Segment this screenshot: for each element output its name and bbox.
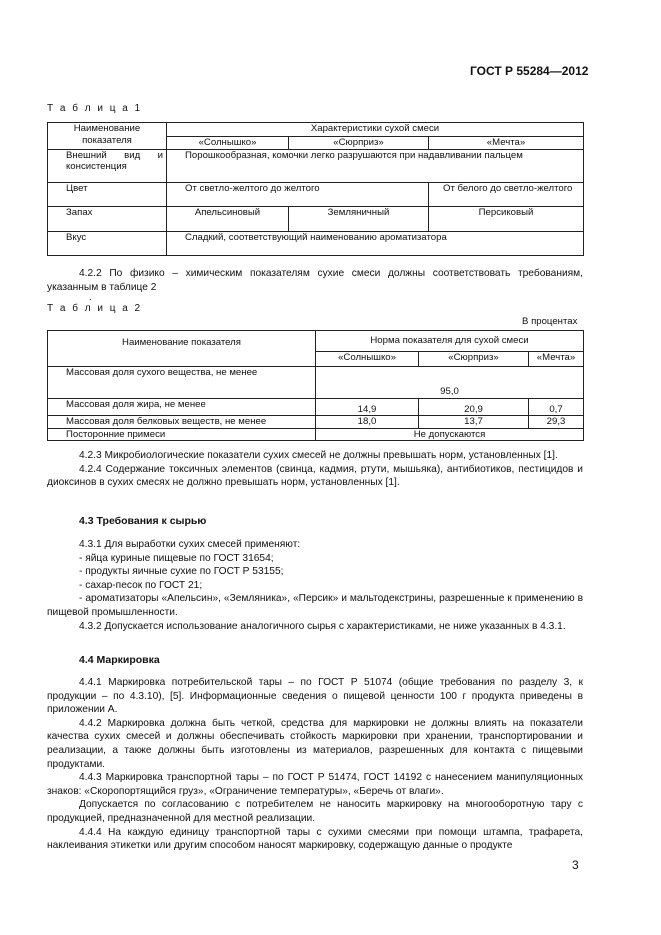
paragraph-4-2-3 [47,449,583,490]
table2-col-header: Наименование показателя [48,331,316,367]
table1-row-name: Цвет [48,182,167,206]
table1-group-header: Характеристики сухой смеси [167,123,584,137]
paragraph-4-2-2 [47,267,583,294]
table2-cell: 29,3 [529,416,584,429]
table1-product-1: «Солнышко» [167,137,289,150]
paragraph-text: Допускается по согласованию с потребителем не наносить маркировку на многооборотную тару с продукцией, предназначенной для местной реализации. [47,799,583,824]
table2-row-name: Массовая доля белковых веществ, не менее [48,416,316,429]
table1-product-2: «Сюрприз» [289,137,429,150]
table2-merged-value: 95,0 [316,367,584,399]
table1-caption: Т а б л и ц а 1 [47,103,143,114]
table1-cell: Земляничный [289,206,429,231]
table2-cell: 13,7 [419,416,529,429]
table2-product-2: «Сюрприз» [419,352,529,367]
table2 [47,330,584,441]
table1-cell: Апельсиновый [167,206,289,231]
paragraph-text: 4.4.3 Маркировка транспортной тары – по ГОСТ Р 51474, ГОСТ 14192 с нанесением манипуляционных знаков: «Скоропортящийся груз», «Ограничение температуры», «Беречь от влаги». [47,772,583,797]
table2-row-name: Массовая доля жира, не менее [48,399,316,416]
list-item: - ароматизаторы «Апельсин», «Земляника», «Персик» и мальтодекстрины, разрешенные к применению в пищевой промышленности. [47,593,583,618]
table2-merged-value: Не допускаются [316,428,584,441]
table2-cell: 0,7 [529,399,584,416]
paragraph-text: 4.2.4 Содержание токсичных элементов (свинца, кадмия, ртути, мышьяка), антибиотиков, пестицидов и диоксинов в сухих смесях не должно превышать норм, установленных [1]. [47,463,583,489]
table2-cell: 14,9 [316,399,419,416]
table1-row-value: Порошкообразная, комочки легко разрушаются при надавливании пальцем [167,149,584,182]
table2-row-name: Посторонние примеси [48,428,316,441]
section-4-4-body [47,676,583,853]
list-item: - яйца куриные пищевые по ГОСТ 31654; [79,552,274,564]
list-item: - сахар-песок по ГОСТ 21; [79,579,203,591]
paragraph-text: 4.2.2 По физико – химическим показателям сухие смеси должны соответствовать требованиям, указанным в таблице 2 [47,268,583,293]
table1-row-name: Внешний вид и консистенция [48,149,167,182]
paragraph-text: 4.4.2 Маркировка должна быть четкой, средства для маркировки не должны влиять на показатели качества сухих смесей и должны обеспечивать стойкость маркировки при хранении, транспортировании и реализации, а также должны быть изготовлены из материалов, разрешенных для контакта с пищевыми продуктами. [47,717,583,770]
table1 [47,122,584,256]
table2-product-1: «Солнышко» [316,352,419,367]
paragraph-text: 4.4.4 На каждую единицу транспортной тары с сухими смесями при помощи штампа, трафарета, наклеивания этикетки или другим способом наносят маркировку, содержащую данные о продукте [47,826,583,852]
standard-header: ГОСТ Р 55284—2012 [470,64,589,78]
section-heading-4-3: 4.3 Требования к сырью [79,515,207,527]
table2-caption: Т а б л и ц а 2 [47,303,143,314]
table1-cell: Персиковый [429,206,584,231]
table1-row-value: От светло-желтого до желтого [167,182,429,206]
page-number: 3 [572,858,579,872]
paragraph-text: 4.4.1 Маркировка потребительской тары – по ГОСТ Р 51074 (общие требования по разделу 3, к продукции – по 4.3.10), [5]. Информационные сведения о пищевой ценности 100 г продукта приведены в приложении А. [47,677,583,716]
table2-row-name: Массовая доля сухого вещества, не менее [48,367,316,399]
section-heading-4-4: 4.4 Маркировка [79,654,160,666]
table2-product-3: «Мечта» [529,352,584,367]
table2-cell: 20,9 [419,399,529,416]
table1-row-value: От белого до светло-желтого [429,182,584,206]
stray-dot: . [89,292,92,303]
list-item: - продукты яичные сухие по ГОСТ Р 53155; [79,566,284,578]
paragraph-text: 4.3.1 Для выработки сухих смесей применяют: [79,539,301,550]
table1-row-value: Сладкий, соответствующий наименованию ароматизатора [167,231,584,255]
table1-row-name: Запах [48,206,167,231]
table2-cell: 18,0 [316,416,419,429]
table2-unit: В процентах [522,316,578,327]
table2-group-header: Норма показателя для сухой смеси [316,331,584,352]
section-4-3-body [47,538,583,633]
paragraph-text: 4.3.2 Допускается использование аналогичного сырья с характеристиками, не ниже указанных в 4.3.1. [79,620,566,632]
table1-product-3: «Мечта» [429,137,584,150]
table1-col-header: Наименование показателя [48,123,167,150]
table1-row-name: Вкус [48,231,167,255]
paragraph-text: 4.2.3 Микробиологические показатели сухих смесей не должны превышать норм, установленных [1]. [79,450,558,461]
